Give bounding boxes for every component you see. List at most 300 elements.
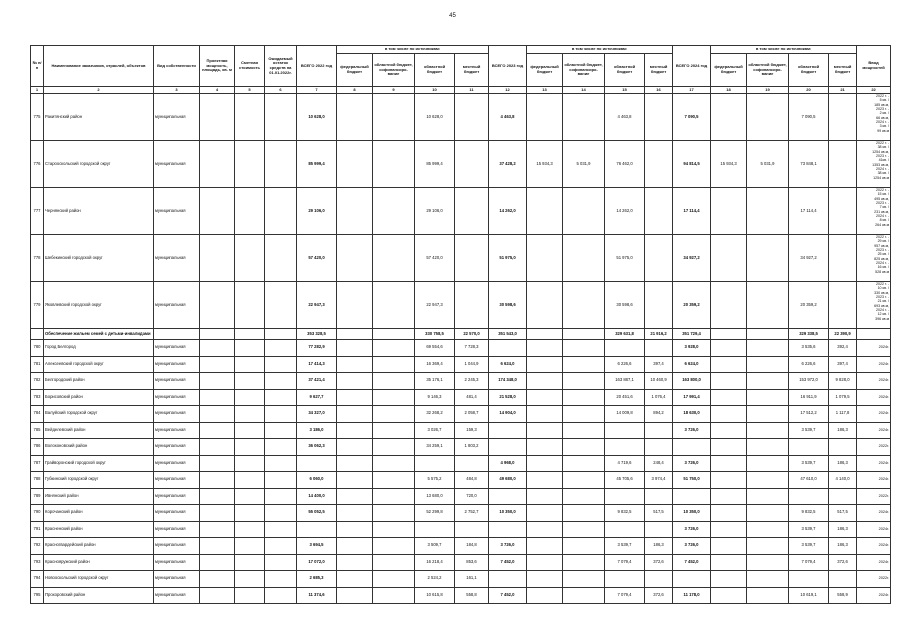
cell-value (563, 571, 605, 588)
row-number: 791 (31, 521, 44, 538)
cell-value: 10 619,1 (789, 587, 829, 604)
cell-value (527, 571, 563, 588)
cell-value (711, 340, 747, 357)
column-header-1: № п/п (31, 46, 44, 87)
cell-value: 161,1 (455, 571, 489, 588)
ownership-type: муниципальная (154, 554, 200, 571)
row-number: 784 (31, 406, 44, 423)
cell-value (200, 439, 235, 456)
cell-value (265, 554, 297, 571)
cell-value (789, 488, 829, 505)
cell-value (829, 439, 857, 456)
column-header-19: областной бюджет, софинансиро-вание (747, 54, 789, 87)
cell-value: 351 543,0 (489, 329, 527, 340)
cell-value (711, 356, 747, 373)
cell-value (563, 373, 605, 390)
capacity-commissioning: 2022г. (857, 571, 891, 588)
cell-value: 4 968,0 (489, 455, 527, 472)
cell-value (235, 389, 265, 406)
cell-value: 7 452,0 (489, 587, 527, 604)
cell-value: 10 615,8 (415, 587, 455, 604)
cell-value: 3 535,6 (789, 340, 829, 357)
capacity-commissioning: 2024г. (857, 505, 891, 522)
table-row (31, 340, 891, 357)
object-name: Обеспечение жильем семей с детьми-инвалидами (44, 329, 154, 340)
cell-value: 3 726,0 (673, 422, 711, 439)
cell-value (711, 422, 747, 439)
cell-value (527, 282, 563, 329)
cell-value: 3 726,0 (673, 538, 711, 555)
cell-value (747, 329, 789, 340)
cell-value (527, 521, 563, 538)
cell-value (829, 235, 857, 282)
cell-value (373, 406, 415, 423)
cell-value (645, 571, 673, 588)
cell-value (265, 406, 297, 423)
ownership-type: муниципальная (154, 389, 200, 406)
cell-value (747, 340, 789, 357)
cell-value (337, 571, 373, 588)
cell-value: 351 729,4 (673, 329, 711, 340)
cell-value (265, 439, 297, 456)
cell-value: 30 598,6 (605, 282, 645, 329)
row-number: 775 (31, 94, 44, 141)
cell-value (563, 406, 605, 423)
column-header-5: Сметная стоимость (235, 46, 265, 87)
budget-table (30, 45, 891, 604)
table-row (31, 406, 891, 423)
cell-value (297, 521, 337, 538)
cell-value (373, 356, 415, 373)
cell-value (235, 538, 265, 555)
table-row (31, 188, 891, 235)
table-row (31, 488, 891, 505)
cell-value (527, 340, 563, 357)
cell-value: 20 451,6 (605, 389, 645, 406)
cell-value (829, 141, 857, 188)
cell-value (489, 488, 527, 505)
cell-value: 76 462,0 (605, 141, 645, 188)
cell-value (711, 235, 747, 282)
cell-value (455, 235, 489, 282)
cell-value (265, 587, 297, 604)
capacity-commissioning: 2022 г. - 5 кв. / 185 кв.м, 2023 г. - 2 кв. / 66 кв.м, 2024 г. - 3 кв. / 99 кв.м (857, 94, 891, 141)
cell-value (200, 422, 235, 439)
column-header-14: областной бюджет, софинансиро-вание (563, 54, 605, 87)
cell-value (373, 282, 415, 329)
capacity-commissioning: 2024г. (857, 422, 891, 439)
cell-value: 22 390,9 (829, 329, 857, 340)
cell-value: 32 268,2 (415, 406, 455, 423)
cell-value (235, 472, 265, 489)
cell-value (489, 439, 527, 456)
cell-value: 1 803,2 (455, 439, 489, 456)
cell-value (265, 94, 297, 141)
table-row (31, 587, 891, 604)
row-number: 781 (31, 356, 44, 373)
cell-value (563, 488, 605, 505)
object-name: Белгородский район (44, 373, 154, 390)
cell-value: 34 927,2 (673, 235, 711, 282)
cell-value (373, 389, 415, 406)
cell-value (645, 439, 673, 456)
cell-value (265, 389, 297, 406)
cell-value: 49 680,0 (489, 472, 527, 489)
cell-value: 34 259,1 (415, 439, 455, 456)
cell-value (527, 329, 563, 340)
capacity-commissioning: 2022 г. - 29 кв. / 957 кв.м, 2023 г. - 25 кв. / 825 кв.м, 2024 г. - 16 кв. / 528 кв.м (857, 235, 891, 282)
cell-value (373, 488, 415, 505)
cell-value: 3 539,7 (789, 455, 829, 472)
cell-value (711, 329, 747, 340)
cell-value: 397,4 (829, 356, 857, 373)
cell-value: 29 106,0 (415, 188, 455, 235)
object-name: Ракитянский район (44, 94, 154, 141)
cell-value (373, 554, 415, 571)
cell-value (373, 571, 415, 588)
cell-value: 1 117,8 (829, 406, 857, 423)
cell-value (527, 406, 563, 423)
cell-value: 69 554,6 (415, 340, 455, 357)
ownership-type: муниципальная (154, 455, 200, 472)
cell-value (747, 406, 789, 423)
cell-value (829, 188, 857, 235)
cell-value (527, 505, 563, 522)
cell-value: 3 726,0 (489, 538, 527, 555)
object-name: Корочанский район (44, 505, 154, 522)
cell-value: 13 680,0 (415, 488, 455, 505)
cell-value: 29 106,0 (297, 188, 337, 235)
table-row (31, 282, 891, 329)
ownership-type: муниципальная (154, 373, 200, 390)
cell-value (373, 505, 415, 522)
cell-value (265, 422, 297, 439)
cell-value: 329 631,8 (605, 329, 645, 340)
table-row (31, 455, 891, 472)
cell-value (747, 94, 789, 141)
column-header-21: местный бюджет (829, 54, 857, 87)
cell-value (337, 235, 373, 282)
cell-value: 15 934,3 (711, 141, 747, 188)
cell-value: 45 705,6 (605, 472, 645, 489)
cell-value (711, 554, 747, 571)
cell-value (235, 94, 265, 141)
ownership-type: муниципальная (154, 94, 200, 141)
cell-value (747, 439, 789, 456)
ownership-type: муниципальная (154, 340, 200, 357)
cell-value (337, 282, 373, 329)
row-number: 780 (31, 340, 44, 357)
cell-value: 3 509,7 (415, 538, 455, 555)
table-row (31, 439, 891, 456)
cell-value: 7 079,4 (605, 587, 645, 604)
cell-value (645, 235, 673, 282)
object-name: Новооскольский городской округ (44, 571, 154, 588)
capacity-commissioning: 2024г. (857, 472, 891, 489)
column-number: 6 (265, 87, 297, 94)
page-number: 45 (449, 13, 456, 19)
cell-value (563, 94, 605, 141)
cell-value (645, 488, 673, 505)
column-number: 15 (605, 87, 645, 94)
table-row (31, 422, 891, 439)
row-number: 793 (31, 554, 44, 571)
cell-value (337, 340, 373, 357)
row-number: 788 (31, 472, 44, 489)
ownership-type: муниципальная (154, 472, 200, 489)
column-number: 16 (645, 87, 673, 94)
cell-value: 5 575,2 (415, 472, 455, 489)
cell-value (373, 235, 415, 282)
column-header-15: областной бюджет (605, 54, 645, 87)
cell-value (489, 422, 527, 439)
cell-value (373, 188, 415, 235)
cell-value: 14 904,0 (489, 406, 527, 423)
cell-value: 484,8 (455, 472, 489, 489)
column-header-4: Проектная мощность, площадь, кв. м (200, 46, 235, 87)
cell-value: 52 299,8 (415, 505, 455, 522)
object-name: Ивнянский район (44, 488, 154, 505)
cell-value: 186,3 (829, 455, 857, 472)
cell-value (200, 472, 235, 489)
cell-value (563, 422, 605, 439)
cell-value (235, 571, 265, 588)
cell-value (527, 455, 563, 472)
cell-value (711, 439, 747, 456)
column-number: 21 (829, 87, 857, 94)
cell-value (265, 340, 297, 357)
object-name: Старооскольский городской округ (44, 141, 154, 188)
row-number: 787 (31, 455, 44, 472)
cell-value (605, 422, 645, 439)
cell-value: 11 374,6 (297, 587, 337, 604)
capacity-commissioning: 2024г. (857, 373, 891, 390)
column-number: 17 (673, 87, 711, 94)
cell-value (265, 373, 297, 390)
cell-value: 6 624,0 (673, 356, 711, 373)
cell-value (747, 422, 789, 439)
cell-value: 6 624,0 (489, 356, 527, 373)
object-name: Краснояружский район (44, 554, 154, 571)
cell-value (337, 188, 373, 235)
cell-value (645, 521, 673, 538)
ownership-type (154, 329, 200, 340)
capacity-commissioning: 2022 г. - 15 кв. / 495 кв.м, 2023 г. - 7 кв. / 231 кв.м, 2024 г. - 8 кв. / 264 кв.м (857, 188, 891, 235)
cell-value: 163 887,1 (605, 373, 645, 390)
cell-value: 3 539,7 (789, 538, 829, 555)
table-row (31, 235, 891, 282)
table-row (31, 94, 891, 141)
cell-value: 14 400,0 (297, 488, 337, 505)
cell-value (455, 94, 489, 141)
cell-value: 397,4 (645, 356, 673, 373)
cell-value: 3 539,7 (789, 422, 829, 439)
cell-value: 853,6 (455, 554, 489, 571)
table-row (31, 472, 891, 489)
cell-value (265, 329, 297, 340)
capacity-commissioning: 2024г. (857, 406, 891, 423)
cell-value: 17 991,4 (673, 389, 711, 406)
cell-value (489, 571, 527, 588)
column-number: 4 (200, 87, 235, 94)
cell-value (337, 439, 373, 456)
cell-value (711, 282, 747, 329)
table-header (31, 46, 891, 94)
cell-value: 9 832,5 (789, 505, 829, 522)
cell-value (673, 571, 711, 588)
cell-value: 17 414,3 (297, 356, 337, 373)
ownership-type: муниципальная (154, 235, 200, 282)
cell-value: 4 719,6 (605, 455, 645, 472)
cell-value (235, 340, 265, 357)
table-row (31, 389, 891, 406)
cell-value: 7 079,4 (605, 554, 645, 571)
cell-value: 16 218,4 (415, 554, 455, 571)
cell-value (563, 282, 605, 329)
cell-value (563, 235, 605, 282)
cell-value (747, 389, 789, 406)
cell-value: 1 079,5 (829, 389, 857, 406)
row-number: 778 (31, 235, 44, 282)
cell-value: 9 832,5 (605, 505, 645, 522)
cell-value: 159,3 (455, 422, 489, 439)
cell-value: 2 685,3 (297, 571, 337, 588)
cell-value: 7 452,0 (673, 554, 711, 571)
row-number: 795 (31, 587, 44, 604)
cell-value: 174 348,0 (489, 373, 527, 390)
cell-value (527, 356, 563, 373)
cell-value: 3 186,0 (297, 422, 337, 439)
table-row (31, 521, 891, 538)
cell-value (373, 373, 415, 390)
capacity-commissioning: 2024г. (857, 356, 891, 373)
cell-value (200, 356, 235, 373)
object-name: Алексеевский городской округ (44, 356, 154, 373)
cell-value (265, 356, 297, 373)
table-row (31, 141, 891, 188)
cell-value (711, 505, 747, 522)
cell-value (337, 554, 373, 571)
cell-value (711, 406, 747, 423)
cell-value (337, 538, 373, 555)
cell-value: 94 814,5 (673, 141, 711, 188)
cell-value: 20 359,2 (673, 282, 711, 329)
cell-value (563, 356, 605, 373)
capacity-commissioning: 2022 г. - 38 кв. / 1254 кв.м, 2023 г. - 41кв. / 1353 кв.м, 2024 г. - 38 кв. / 1254 кв.м (857, 141, 891, 188)
column-header-10: областной бюджет (415, 54, 455, 87)
cell-value (527, 538, 563, 555)
cell-value: 9 627,7 (297, 389, 337, 406)
object-name: Яковлевский городской округ (44, 282, 154, 329)
cell-value: 481,4 (455, 389, 489, 406)
cell-value: 10 628,0 (297, 94, 337, 141)
cell-value (527, 422, 563, 439)
cell-value: 153 972,0 (789, 373, 829, 390)
cell-value (200, 340, 235, 357)
cell-value (200, 94, 235, 141)
cell-value: 22 570,0 (455, 329, 489, 340)
cell-value (373, 538, 415, 555)
cell-value (747, 356, 789, 373)
cell-value (605, 488, 645, 505)
cell-value: 4 140,0 (829, 472, 857, 489)
cell-value: 2 524,2 (415, 571, 455, 588)
row-number: 794 (31, 571, 44, 588)
sources-group-header: в том числе по источникам: (337, 46, 489, 54)
cell-value (747, 235, 789, 282)
subtotal-row (31, 329, 891, 340)
cell-value (415, 455, 455, 472)
cell-value (235, 356, 265, 373)
cell-value (373, 329, 415, 340)
object-name: Вейделевский район (44, 422, 154, 439)
cell-value: 51 975,0 (489, 235, 527, 282)
cell-value (200, 455, 235, 472)
cell-value (235, 554, 265, 571)
column-number: 3 (154, 87, 200, 94)
cell-value: 35 176,1 (415, 373, 455, 390)
cell-value: 6 060,0 (297, 472, 337, 489)
cell-value (265, 488, 297, 505)
cell-value (337, 94, 373, 141)
cell-value (200, 505, 235, 522)
cell-value (711, 472, 747, 489)
cell-value (337, 373, 373, 390)
cell-value: 2 752,7 (455, 505, 489, 522)
column-header-6: Ожидаемый остаток средств на 01.01.2022г. (265, 46, 297, 87)
column-number: 18 (711, 87, 747, 94)
cell-value (747, 571, 789, 588)
cell-value (563, 455, 605, 472)
cell-value (563, 472, 605, 489)
cell-value (645, 141, 673, 188)
cell-value (563, 554, 605, 571)
cell-value (265, 571, 297, 588)
ownership-type: муниципальная (154, 521, 200, 538)
cell-value (337, 389, 373, 406)
cell-value (235, 505, 265, 522)
cell-value: 9 828,0 (829, 373, 857, 390)
cell-value (337, 356, 373, 373)
cell-value: 3 539,7 (605, 538, 645, 555)
column-header-18: федеральный бюджет (711, 54, 747, 87)
column-number: 13 (527, 87, 563, 94)
cell-value (200, 521, 235, 538)
cell-value (711, 455, 747, 472)
cell-value (645, 188, 673, 235)
column-header-2: Наименование заказчиков, отраслей, объектов (44, 46, 154, 87)
cell-value: 372,6 (829, 554, 857, 571)
cell-value (789, 571, 829, 588)
cell-value (373, 141, 415, 188)
object-name: Борисовский район (44, 389, 154, 406)
cell-value (829, 94, 857, 141)
cell-value: 6 226,6 (789, 356, 829, 373)
cell-value: 10 350,0 (489, 505, 527, 522)
cell-value (235, 406, 265, 423)
cell-value: 2 058,7 (455, 406, 489, 423)
cell-value (265, 538, 297, 555)
cell-value (527, 389, 563, 406)
cell-value (605, 521, 645, 538)
cell-value: 720,0 (455, 488, 489, 505)
cell-value (373, 94, 415, 141)
ownership-type: муниципальная (154, 356, 200, 373)
row-number: 790 (31, 505, 44, 522)
cell-value: 558,9 (829, 587, 857, 604)
cell-value (200, 141, 235, 188)
cell-value (747, 587, 789, 604)
